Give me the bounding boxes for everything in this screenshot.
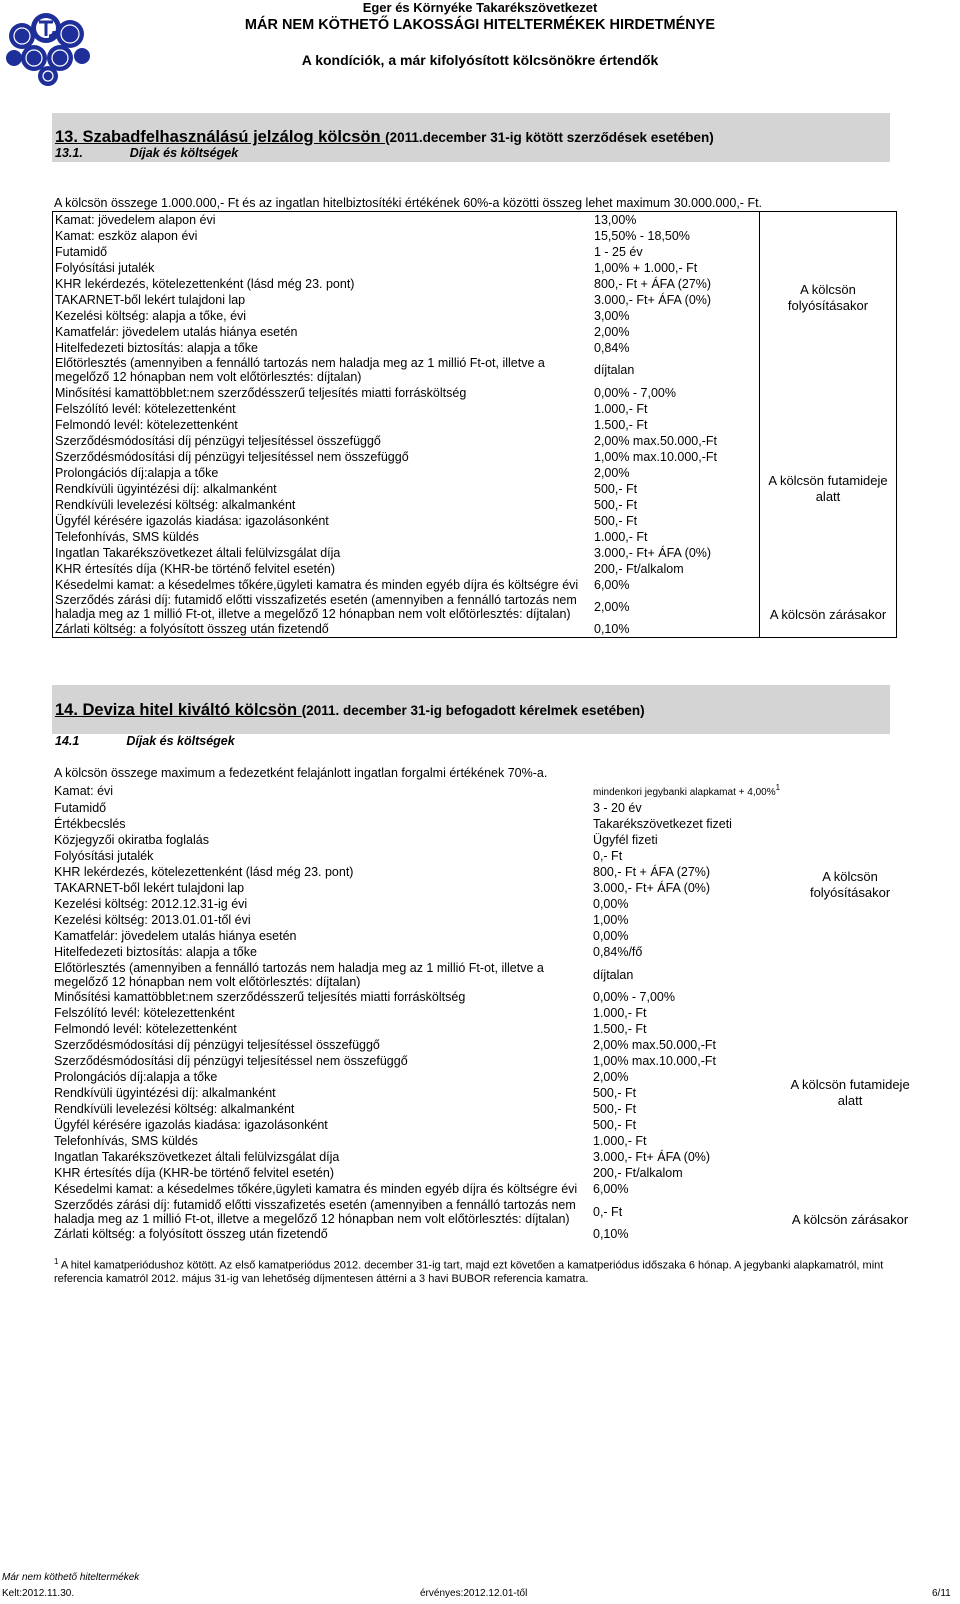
fee-value: 3.000,- Ft+ ÁFA (0%)	[594, 545, 712, 560]
fee-label: Zárlati költség: a folyósított összeg után fizetendő	[55, 622, 329, 637]
fee-value: 6,00%	[594, 577, 630, 592]
fee-value: 0,00%	[593, 897, 629, 912]
fee-label: Szerződésmódosítási díj pénzügyi teljesítéssel nem összefüggő	[55, 449, 409, 464]
fee-label: Késedelmi kamat: a késedelmes tőkére,ügyleti kamatra és minden egyéb díjra és költségre évi	[54, 1182, 578, 1197]
fee-label: Zárlati költség: a folyósított összeg után fizetendő	[54, 1227, 328, 1242]
fee-label: Szerződés zárási díj: futamidő előtti visszafizetés esetén (amennyiben a fennálló tartozás nem haladja meg az 1 millió Ft-ot, illetve a megelőző 12 hónapban nem volt előtörlesztés: díjtalan)	[54, 1197, 576, 1226]
section-13-header	[52, 113, 890, 162]
fee-value: 500,- Ft	[594, 481, 638, 496]
fee-row	[52, 781, 918, 800]
fee-row	[53, 593, 897, 622]
fee-value: 200,- Ft/alkalom	[593, 1166, 683, 1181]
fee-label: Felmondó levél: kötelezettenként	[54, 1022, 237, 1037]
fee-value: 0,00% - 7,00%	[594, 385, 676, 400]
fee-value: Ügyfél fizeti	[593, 833, 658, 848]
fee-value: 2,00%	[594, 465, 630, 480]
fee-label: Telefonhívás, SMS küldés	[55, 529, 199, 544]
section-13-scope: (2011.december 31-ig kötött szerződések esetében)	[385, 130, 714, 145]
fee-label: Folyósítási jutalék	[55, 260, 155, 275]
section-13-fee-table	[52, 211, 897, 638]
fee-value: 2,00% max.50.000,-Ft	[593, 1038, 716, 1053]
fee-label: Értékbecslés	[54, 817, 126, 832]
fee-value: 13,00%	[594, 212, 637, 227]
fee-label: Ingatlan Takarékszövetkezet általi felülvizsgálat díja	[55, 545, 341, 560]
bank-logo-icon	[2, 6, 94, 88]
fee-value-text: mindenkori jegybanki alapkamat + 4,00%	[593, 787, 776, 799]
fee-label: Kamatfelár: jövedelem utalás hiánya esetén	[54, 929, 297, 944]
fee-value: 1,00%	[593, 913, 629, 928]
fee-value: 500,- Ft	[593, 1102, 637, 1117]
fee-value: 3,00%	[594, 308, 630, 323]
bank-name: Eger és Környéke Takarékszövetkezet	[362, 0, 598, 15]
fee-value: 2,00%	[593, 1070, 629, 1085]
section-13-subtitle	[55, 146, 238, 160]
fee-value: 2,00% max.50.000,-Ft	[594, 433, 717, 448]
fee-label: Ügyfél kérésére igazolás kiadása: igazolásonként	[54, 1118, 328, 1133]
fee-value: 800,- Ft + ÁFA (27%)	[593, 865, 711, 880]
footer-issued-date: Kelt:2012.11.30.	[2, 1588, 75, 1599]
fee-value: 1.000,- Ft	[593, 1006, 647, 1021]
footnote-text: A hitel kamatperiódushoz kötött. Az első kamatperiódus 2012. december 31-ig tart, majd ezt követően a kamatperiódus időszaka 6 hónap. A jegybanki alapkamatról, mint referencia kamatról 2012. május 31-ig van lehetőség díjmentesen áttérni a 3 havi BUBOR referencia kamatra.	[54, 1259, 884, 1285]
fee-label: Kezelési költség: alapja a tőke, évi	[55, 308, 247, 323]
fee-value: 0,10%	[593, 1227, 629, 1242]
fee-value: 1,00% max.10.000,-Ft	[594, 449, 717, 464]
section-13-sub-title: Díjak és költségek	[129, 146, 239, 160]
fee-label: Szerződés zárási díj: futamidő előtti visszafizetés esetén (amennyiben a fennálló tartozás nem haladja meg az 1 millió Ft-ot, illetve a megelőző 12 hónapban nem volt előtörlesztés: díjtalan)	[55, 593, 577, 621]
fee-label: KHR értesítés díja (KHR-be történő felvitel esetén)	[54, 1166, 334, 1181]
fee-label: Minősítési kamattöbblet:nem szerződésszerű teljesítés miatti forrásköltség	[55, 385, 467, 400]
fee-label: Rendkívüli ügyintézési díj: alkalmanként	[54, 1086, 276, 1101]
footnote-mark: 1	[54, 1257, 59, 1266]
fee-value: 0,- Ft	[593, 1204, 623, 1219]
fee-label: TAKARNET-ből lekért tulajdoni lap	[54, 881, 245, 896]
fee-row	[53, 212, 897, 228]
fee-label: Telefonhívás, SMS küldés	[54, 1134, 198, 1149]
fee-label: Kamatfelár: jövedelem utalás hiánya esetén	[55, 324, 298, 339]
fee-value: 3 - 20 év	[593, 801, 642, 816]
section-14-title	[55, 701, 645, 720]
fee-value: 1 - 25 év	[594, 244, 643, 259]
fee-value: 0,84%	[594, 340, 630, 355]
section-14-sub-number: 14.1	[55, 734, 80, 748]
fee-label: Minősítési kamattöbblet:nem szerződésszerű teljesítés miatti forrásköltség	[54, 990, 466, 1005]
fee-label: KHR lekérdezés, kötelezettenként (lásd még 23. pont)	[54, 865, 354, 880]
fee-label: Futamidő	[54, 801, 107, 816]
fee-value: 15,50% - 18,50%	[594, 228, 690, 243]
fee-value: 1.500,- Ft	[593, 1022, 647, 1037]
fee-value: 1.000,- Ft	[593, 1134, 647, 1149]
fee-value: díjtalan	[593, 967, 634, 982]
fee-label: Szerződésmódosítási díj pénzügyi teljesítéssel nem összefüggő	[54, 1054, 408, 1069]
fee-value: 2,00%	[594, 600, 630, 614]
fee-value: díjtalan	[594, 363, 635, 377]
fee-label: Szerződésmódosítási díj pénzügyi teljesítéssel összefüggő	[54, 1038, 380, 1053]
fee-value: 0,00%	[593, 929, 629, 944]
footer-page-number: 6/11	[932, 1588, 951, 1599]
section-14-subtitle	[55, 734, 235, 748]
section-14-scope: (2011. december 31-ig befogadott kérelmek esetében)	[301, 703, 645, 718]
fee-label: Kamat: eszköz alapon évi	[55, 228, 198, 243]
fee-label: Kamat: évi	[54, 783, 114, 798]
fee-label: Ingatlan Takarékszövetkezet általi felülvizsgálat díja	[54, 1150, 340, 1165]
fee-value: 200,- Ft/alkalom	[594, 561, 684, 576]
fee-value: 800,- Ft + ÁFA (27%)	[594, 276, 712, 291]
fee-value: 500,- Ft	[594, 497, 638, 512]
fee-label: Hitelfedezeti biztosítás: alapja a tőke	[55, 340, 258, 355]
fee-label: Rendkívüli levelezési költség: alkalmanként	[55, 497, 296, 512]
section-14-number-title: 14. Deviza hitel kiváltó kölcsön	[55, 701, 302, 719]
fee-value: 0,84%/fő	[593, 945, 643, 960]
fee-label: Kamat: jövedelem alapon évi	[55, 212, 216, 227]
fee-value: 3.000,- Ft+ ÁFA (0%)	[593, 1150, 711, 1165]
fee-row	[52, 1197, 918, 1226]
fee-value: 500,- Ft	[593, 1086, 637, 1101]
fee-label: Felszólító levél: kötelezettenként	[55, 401, 236, 416]
fee-value: 1,00% + 1.000,- Ft	[594, 260, 698, 275]
fee-label: Futamidő	[55, 244, 108, 259]
fee-value: 3.000,- Ft+ ÁFA (0%)	[593, 881, 711, 896]
fee-label: Rendkívüli ügyintézési díj: alkalmanként	[55, 481, 277, 496]
fee-value: 0,10%	[594, 622, 630, 637]
section-13-number-title: 13. Szabadfelhasználású jelzálog kölcsön	[55, 128, 386, 146]
section-13-sub-number: 13.1.	[55, 146, 83, 160]
fee-value: 0,- Ft	[593, 849, 623, 864]
section-14-footnote	[54, 1255, 894, 1286]
fee-row	[52, 989, 918, 1005]
fee-value: Takarékszövetkezet fizeti	[593, 817, 732, 832]
fee-label: Hitelfedezeti biztosítás: alapja a tőke	[54, 945, 257, 960]
fee-label: Prolongációs díj:alapja a tőke	[55, 465, 219, 480]
fee-row	[53, 385, 897, 401]
footnote-ref: 1	[775, 783, 781, 792]
fee-label: Szerződésmódosítási díj pénzügyi teljesítéssel összefüggő	[55, 433, 381, 448]
fee-label: Előtörlesztés (amennyiben a fennálló tartozás nem haladja meg az 1 millió Ft-ot, illetve a megelőző 12 hónapban nem volt előtörlesztés: díjtalan)	[55, 356, 545, 384]
footer-valid-date: érvényes:2012.12.01-től	[420, 1588, 528, 1599]
fee-label: Kezelési költség: 2012.12.31-ig évi	[54, 897, 248, 912]
fee-label: Felszólító levél: kötelezettenként	[54, 1006, 235, 1021]
section-13-amount-note: A kölcsön összege 1.000.000,- Ft és az ingatlan hitelbiztosítéki értékének 60%-a közötti összeg lehet maximum 30.000.000,- Ft.	[54, 196, 763, 210]
section-13-title	[55, 128, 714, 147]
fee-label: TAKARNET-ből lekért tulajdoni lap	[55, 292, 246, 307]
section-14-amount-note: A kölcsön összege maximum a fedezetként felajánlott ingatlan forgalmi értékének 70%-a.	[54, 766, 548, 780]
fee-value: 500,- Ft	[593, 1118, 637, 1133]
fee-label: Felmondó levél: kötelezettenként	[55, 417, 238, 432]
section-14-sub-title: Díjak és költségek	[126, 734, 235, 748]
fee-label: Folyósítási jutalék	[54, 849, 154, 864]
fee-label: Közjegyzői okiratba foglalás	[54, 833, 209, 848]
fee-label: KHR értesítés díja (KHR-be történő felvitel esetén)	[55, 561, 335, 576]
fee-value: 3.000,- Ft+ ÁFA (0%)	[594, 292, 712, 307]
footer-doc-name: Már nem köthető hiteltermékek	[2, 1572, 140, 1583]
disbursement-note: A kölcsön folyósításakor	[809, 869, 891, 901]
fee-value: 2,00%	[594, 324, 630, 339]
fee-label: Rendkívüli levelezési költség: alkalmanként	[54, 1102, 295, 1117]
term-note: A kölcsön futamideje alatt	[790, 1077, 910, 1109]
fee-label: Prolongációs díj:alapja a tőke	[54, 1070, 218, 1085]
fee-value: 1,00% max.10.000,-Ft	[593, 1054, 716, 1069]
fee-value: 1.500,- Ft	[594, 417, 648, 432]
fee-label: Ügyfél kérésére igazolás kiadása: igazolásonként	[55, 513, 329, 528]
fee-label: Késedelmi kamat: a késedelmes tőkére,ügyleti kamatra és minden egyéb díjra és költségre évi	[55, 577, 579, 592]
fee-label: KHR lekérdezés, kötelezettenként (lásd még 23. pont)	[55, 276, 355, 291]
closing-note: A kölcsön zárásakor	[791, 1211, 909, 1227]
notice-title: MÁR NEM KÖTHETŐ LAKOSSÁGI HITELTERMÉKEK HIRDETMÉNYE	[244, 17, 716, 33]
fee-label: Előtörlesztés (amennyiben a fennálló tartozás nem haladja meg az 1 millió Ft-ot, illetve a megelőző 12 hónapban nem volt előtörlesztés: díjtalan)	[54, 960, 544, 989]
closing-note: A kölcsön zárásakor	[760, 593, 897, 638]
fee-value	[591, 781, 782, 800]
section-14-header	[52, 685, 890, 748]
notice-subtitle: A kondíciók, a már kifolyósított kölcsönökre értendők	[301, 52, 659, 68]
section-14-fee-table	[52, 781, 918, 1242]
fee-value: 1.000,- Ft	[594, 401, 648, 416]
fee-value: 0,00% - 7,00%	[593, 990, 675, 1005]
fee-label: Kezelési költség: 2013.01.01-től évi	[54, 913, 251, 928]
disbursement-note: A kölcsön folyósításakor	[760, 212, 897, 385]
term-note: A kölcsön futamideje alatt	[760, 385, 897, 593]
fee-value: 1.000,- Ft	[594, 529, 648, 544]
fee-value: 500,- Ft	[594, 513, 638, 528]
fee-value: 6,00%	[593, 1182, 629, 1197]
